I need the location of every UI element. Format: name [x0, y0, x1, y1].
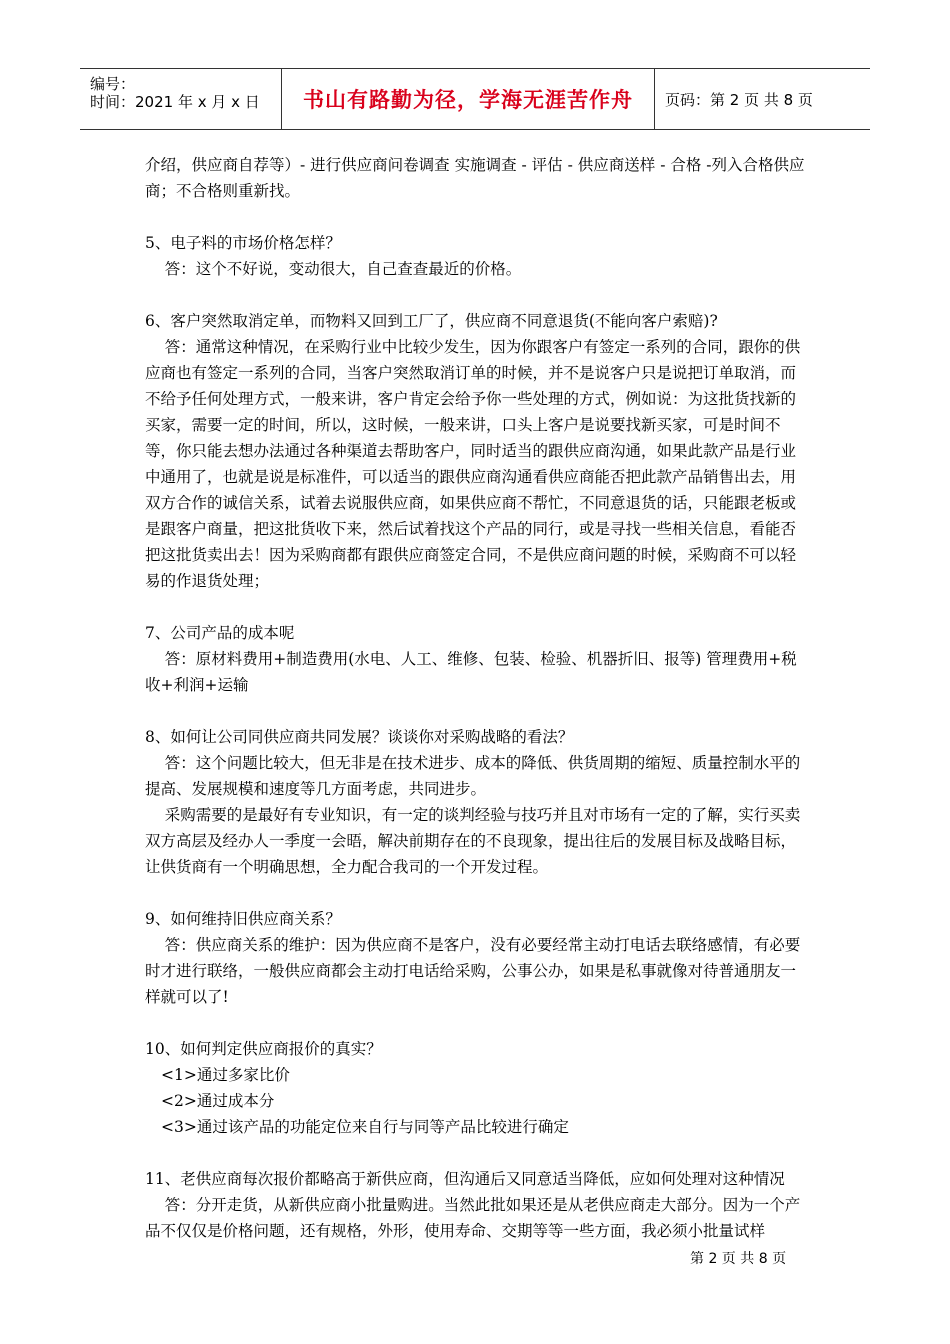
q9-answer: 答：供应商关系的维护：因为供应商不是客户，没有必要经常主动打电话去联络感情，有必要时才进行联络，一般供应商都会主动打电话给采购，公事公办，如果是私事就像对待普通朋友一样就可以了!	[145, 936, 801, 1006]
header-meta	[80, 69, 280, 129]
page-info: 页码：第 2 页 共 8 页	[665, 90, 813, 109]
q6-question: 6、客户突然取消定单，而物料又回到工厂了，供应商不同意退货(不能向客户索赔)?	[145, 312, 718, 330]
page-footer: 第 2 页 共 8 页	[690, 1251, 787, 1267]
q8-answer: 答：这个问题比较大，但无非是在技术进步、成本的降低、供货周期的缩短、质量控制水平的提高、发展规模和速度等几方面考虑，共同进步。	[145, 754, 801, 798]
q5-answer: 答：这个不好说，变动很大，自己查查最近的价格。	[164, 260, 522, 278]
q9-question: 9、如何维持旧供应商关系？	[145, 910, 341, 928]
q7-answer: 答：原材料费用+制造费用(水电、人工、维修、包装、检验、机器折旧、报等) 管理费用+税收+利润+运输	[145, 650, 797, 694]
date-text: 时间：2021 年 x 月 x 日	[90, 93, 260, 111]
doc-number-label: 编号：	[90, 75, 136, 93]
q11-answer: 答：分开走货，从新供应商小批量购进。当然此批如果还是从老供应商走大部分。因为一个产品不仅仅是价格问题，还有规格，外形，使用寿命、交期等等一些方面，我必须小批量试样	[145, 1196, 801, 1240]
motto-text: 书山有路勤为径，学海无涯苦作舟	[303, 88, 633, 112]
header-page-info-cell	[665, 69, 870, 129]
q8-question: 8、如何让公司同供应商共同发展？谈谈你对采购战略的看法？	[145, 728, 574, 746]
q7-question: 7、公司产品的成本呢	[145, 624, 295, 642]
q10-question: 10、如何判定供应商报价的真实？	[145, 1040, 382, 1058]
page-header	[80, 68, 870, 130]
q11-question: 11、老供应商每次报价都略高于新供应商，但沟通后又同意适当降低，应如何处理对这种情况	[145, 1170, 785, 1188]
q6-answer: 答：通常这种情况，在采购行业中比较少发生，因为你跟客户有签定一系列的合同，跟你的供应商也有签定一系列的合同，当客户突然取消订单的时候，并不是说客户只是说把订单取消，而不给予任何处理方式，一般来讲，客户肯定会给予你一些处理的方式，例如说：为这批货找新的买家，需要一定的时间，所以，这时候，一般来讲，口头上客户是说要找新买家，可是时间不等，你只能去想办法通过各种渠道去帮助客户，同时适当的跟供应商沟通，如果此款产品是行业中通用了，也就是说是标准件，可以适当的跟供应商沟通看供应商能否把此款产品销售出去，用双方合作的诚信关系，试着去说服供应商，如果供应商不帮忙，不同意退货的话，只能跟老板或是跟客户商量，把这批货收下来，然后试着找这个产品的同行，或是寻找一些相关信息，看能否把这批货卖出去！因为采购商都有跟供应商签定合同，不是供应商问题的时候，采购商不可以轻易的作退货处理；	[145, 338, 801, 590]
header-motto-cell	[281, 69, 655, 129]
q10-item-3: <3>通过该产品的功能定位来自行与同等产品比较进行确定	[161, 1118, 569, 1136]
q5-question: 5、电子料的市场价格怎样？	[145, 234, 341, 252]
intro-paragraph: 介绍，供应商自荐等）- 进行供应商问卷调查 实施调查 - 评估 - 供应商送样 - 合格 -列入合格供应商；不合格则重新找。	[145, 156, 805, 200]
q8-answer-continued: 采购需要的是最好有专业知识，有一定的谈判经验与技巧并且对市场有一定的了解，实行买卖双方高层及经办人一季度一会晤，解决前期存在的不良现象，提出往后的发展目标及战略目标，让供货商有一个明确思想，全力配合我司的一个开发过程。	[145, 806, 801, 876]
q10-item-2: <2>通过成本分	[161, 1092, 275, 1110]
q10-item-1: <1>通过多家比价	[161, 1066, 290, 1084]
document-body	[145, 152, 810, 1244]
